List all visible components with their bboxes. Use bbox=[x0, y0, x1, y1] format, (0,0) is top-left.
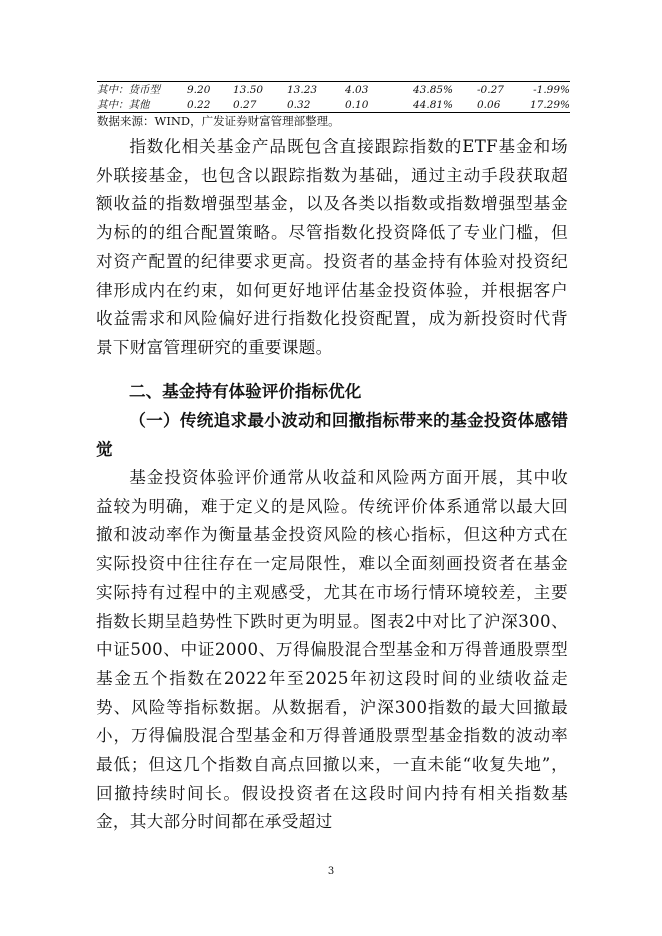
table-cell: -1.99% bbox=[523, 82, 570, 98]
table-cell: 其中：货币型 bbox=[97, 82, 187, 98]
table-cell: 13.23 bbox=[287, 82, 345, 98]
table-row bbox=[97, 97, 570, 113]
table-cell: 4.03 bbox=[345, 82, 413, 98]
table-cell: -0.27 bbox=[477, 82, 523, 98]
table-cell: 43.85% bbox=[413, 82, 477, 98]
table-cell: 9.20 bbox=[187, 82, 233, 98]
body-paragraph-2: 基金投资体验评价通常从收益和风险两方面开展，其中收益较为明确，难于定义的是风险。传统评价体系通常以最大回撤和波动率作为衡量基金投资风险的核心指标，但这种方式在实际投资中往往存在一定局限性，难以全面刻画投资者在基金实际持有过程中的主观感受，尤其在市场行情环境较差，主要指数长期呈趋势性下跌时更为明显。图表2中对比了沪深300、中证500、中证2000、万得偏股混合型基金和万得普通股票型基金五个指数在2022年至2025年初这段时间的业绩收益走势、风险等指标数据。从数据看，沪深300指数的最大回撤最小，万得偏股混合型基金和万得普通股票型基金指数的波动率最低；但这几个指数自高点回撤以来，一直未能“收复失地”，回撤持续时间长。假设投资者在这段时间内持有相关指数基金，其大部分时间都在承受超过 bbox=[96, 468, 568, 832]
table-cell: 其中：其他 bbox=[97, 97, 187, 113]
data-table-fragment bbox=[97, 81, 570, 113]
table-cell: 17.29% bbox=[523, 97, 570, 113]
section-heading: 二、基金持有体验评价指标优化 bbox=[129, 382, 362, 401]
data-source-note: 数据来源：WIND，广发证券财富管理部整理。 bbox=[97, 114, 340, 128]
page-number: 3 bbox=[327, 866, 335, 877]
body-paragraph-1: 指数化相关基金产品既包含直接跟踪指数的ETF基金和场外联接基金，也包含以跟踪指数为基础，通过主动手段获取超额收益的指数增强型基金，以及各类以指数或指数增强型基金为标的的组合配置策略。尽管指数化投资降低了专业门槛，但对资产配置的纪律要求更高。投资者的基金持有体验对投资纪律形成内在约束，如何更好地评估基金投资体验，并根据客户收益需求和风险偏好进行指数化投资配置，成为新投资时代背景下财富管理研究的重要课题。 bbox=[96, 137, 568, 357]
table-row bbox=[97, 82, 570, 98]
table-cell: 0.27 bbox=[233, 97, 287, 113]
table-cell: 0.32 bbox=[287, 97, 345, 113]
subsection-heading: （一）传统追求最小波动和回撤指标带来的基金投资体感错觉 bbox=[96, 410, 568, 459]
table-cell: 13.50 bbox=[233, 82, 287, 98]
table-cell: 0.22 bbox=[187, 97, 233, 113]
table-cell: 0.06 bbox=[477, 97, 523, 113]
table-cell: 44.81% bbox=[413, 97, 477, 113]
table-cell: 0.10 bbox=[345, 97, 413, 113]
